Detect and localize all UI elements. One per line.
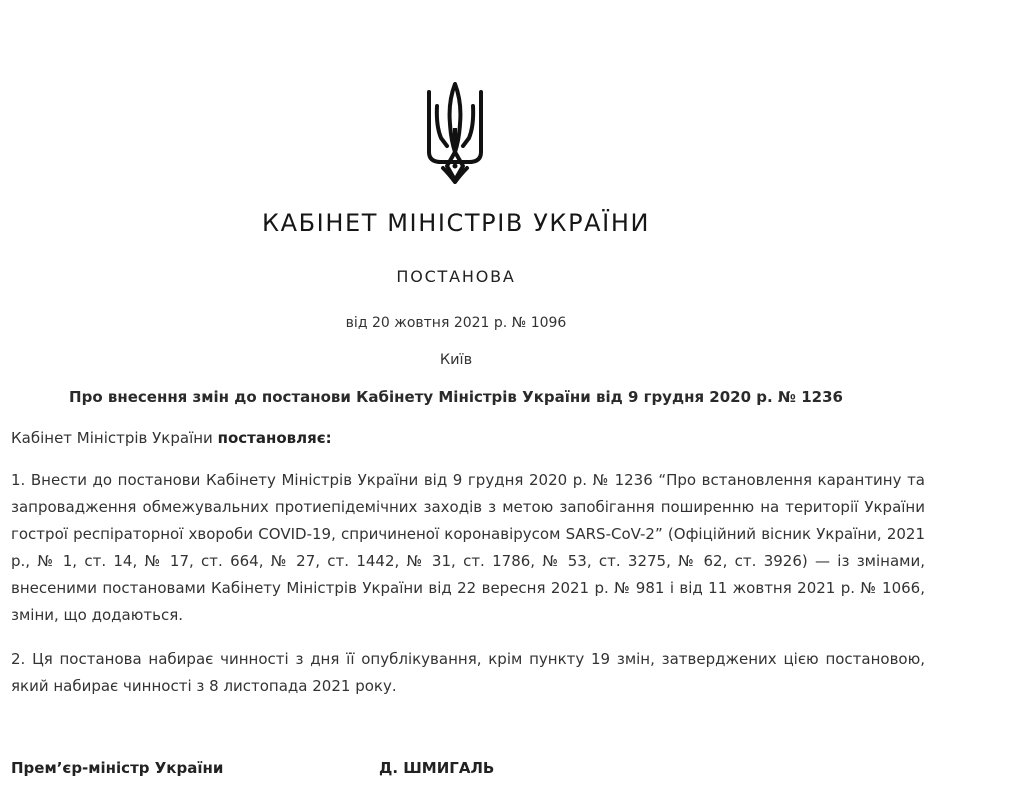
- trident-icon: [423, 82, 487, 184]
- signature-role: Прем’єр-міністр України: [11, 759, 224, 777]
- intro-text: Кабінет Міністрів України: [11, 429, 218, 447]
- organization-title: КАБІНЕТ МІНІСТРІВ УКРАЇНИ: [261, 209, 651, 237]
- document-date-number: від 20 жовтня 2021 р. № 1096: [345, 315, 567, 331]
- intro-decision: постановляє:: [217, 429, 332, 447]
- document-subject: Про внесення змін до постанови Кабінету Міністрів України від 9 грудня 2020 р. № 1236: [69, 388, 843, 406]
- document-city: Київ: [439, 352, 473, 368]
- paragraph-2: 2. Ця постанова набирає чинності з дня її опублікування, крім пункту 19 змін, затверджених цією постановою, який набирає чинності з 8 листопада 2021 року.: [11, 650, 925, 695]
- signature-name: Д. ШМИГАЛЬ: [379, 759, 495, 777]
- intro-paragraph: [11, 425, 925, 452]
- document-type: ПОСТАНОВА: [396, 267, 516, 286]
- paragraph-1: 1. Внести до постанови Кабінету Міністрів України від 9 грудня 2020 р. № 1236 “Про встановлення карантину та запровадження обмежувальних протиепідемічних заходів з метою запобігання поширенню на території України гострої респіраторної хвороби COVID-19, спричиненої коронавірусом SARS-CoV-2” (Офіційний вісник України, 2021 р., № 1, ст. 14, № 17, ст. 664, № 27, ст. 1442, № 31, ст. 1786, № 53, ст. 3275, № 62, ст. 3926) — із змінами, внесеними постановами Кабінету Міністрів України від 22 вересня 2021 р. № 981 і від 11 жовтня 2021 р. № 1066, зміни, що додаються.: [11, 471, 925, 624]
